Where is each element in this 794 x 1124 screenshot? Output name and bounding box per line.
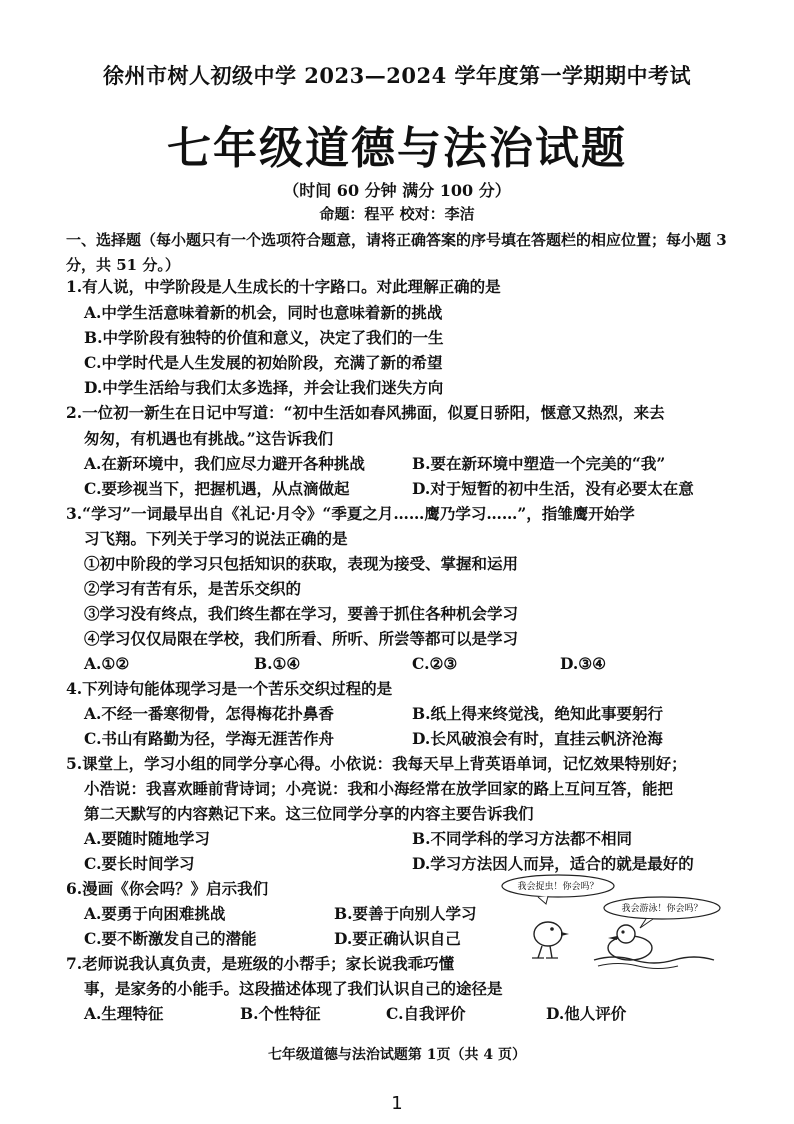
question-3-statement-4: ④学习仅仅局限在学校，我们所看、所听、所尝等都可以是学习 xyxy=(84,629,519,648)
question-7-option-a: A.生理特征 xyxy=(84,1004,164,1023)
duck-icon xyxy=(594,925,714,969)
question-5-stem-cont-1: 小浩说：我喜欢睡前背诗词；小亮说：我和小海经常在放学回家的路上互问互答，能把 xyxy=(84,779,674,798)
question-1-stem: 1.有人说，中学阶段是人生成长的十字路口。对此理解正确的是 xyxy=(66,277,501,296)
question-3-statement-2: ②学习有苦有乐，是苦乐交织的 xyxy=(84,579,302,598)
question-1-option-c: C.中学时代是人生发展的初始阶段，充满了新的希望 xyxy=(84,353,443,372)
question-2-option-c: C.要珍视当下，把握机遇，从点滴做起 xyxy=(84,479,350,498)
question-3-statement-1: ①初中阶段的学习只包括知识的获取，表现为接受、掌握和运用 xyxy=(84,554,519,573)
question-7-option-c: C.自我评价 xyxy=(386,1004,466,1023)
chick-icon xyxy=(532,922,569,958)
question-5-stem-cont-2: 第二天默写的内容熟记下来。这三位同学分享的内容主要告诉我们 xyxy=(84,804,534,823)
question-2-option-d: D.对于短暂的初中生活，没有必要太在意 xyxy=(412,479,694,498)
question-2-stem-cont: 匆匆，有机遇也有挑战。”这告诉我们 xyxy=(84,429,334,448)
question-6-option-b: B.要善于向别人学习 xyxy=(334,904,477,923)
question-3-statement-3: ③学习没有终点，我们终生都在学习，要善于抓住各种机会学习 xyxy=(84,604,519,623)
exam-time-score: （时间 60 分钟 满分 100 分） xyxy=(283,181,511,200)
speech-bubble-left-text: 我会捉虫！你会吗？ xyxy=(517,882,599,892)
question-5-stem: 5.课堂上，学习小组的同学分享心得。小依说：我每天早上背英语单词，记忆效果特别好； xyxy=(66,754,687,773)
question-3-stem: 3.“学习”一词最早出自《礼记·月令》“季夏之月……鹰乃学习……”，指雏鹰开始学 xyxy=(66,504,635,523)
page-footer: 七年级道德与法治试题第 1页（共 4 页） xyxy=(267,1047,527,1063)
question-7-stem: 7.老师说我认真负责，是班级的小帮手；家长说我乖巧懂 xyxy=(66,954,455,973)
question-3-option-c: C.②③ xyxy=(412,654,458,673)
question-4-stem: 4.下列诗句能体现学习是一个苦乐交织过程的是 xyxy=(66,679,393,698)
school-title: 徐州市树人初级中学 2023—2024 学年度第一学期期中考试 xyxy=(102,63,691,88)
question-3-option-b: B.①④ xyxy=(254,654,301,673)
question-4-option-d: D.长风破浪会有时，直挂云帆济沧海 xyxy=(412,729,663,748)
question-6-option-c: C.要不断激发自己的潜能 xyxy=(84,929,257,948)
question-6-option-d: D.要正确认识自己 xyxy=(334,929,461,948)
question-4-option-b: B.纸上得来终觉浅，绝知此事要躬行 xyxy=(412,704,663,723)
page-number: 1 xyxy=(391,1093,403,1114)
question-2-option-b: B.要在新环境中塑造一个完美的“我” xyxy=(412,454,666,473)
question-3-stem-cont: 习飞翔。下列关于学习的说法正确的是 xyxy=(84,529,348,548)
question-5-option-b: B.不同学科的学习方法都不相同 xyxy=(412,829,632,848)
exam-credits: 命题：程平 校对：李洁 xyxy=(319,205,475,223)
question-5-option-a: A.要随时随地学习 xyxy=(84,829,210,848)
question-5-option-c: C.要长时间学习 xyxy=(84,854,195,873)
page-title: 七年级道德与法治试题 xyxy=(167,123,627,174)
question-2-option-a: A.在新环境中，我们应尽力避开各种挑战 xyxy=(84,454,365,473)
question-7-stem-cont: 事，是家务的小能手。这段描述体现了我们认识自己的途径是 xyxy=(84,979,503,998)
question-6-option-a: A.要勇于向困难挑战 xyxy=(84,904,226,923)
question-1-option-b: B.中学阶段有独特的价值和意义，决定了我们的一生 xyxy=(84,328,444,347)
question-3-option-a: A.①② xyxy=(84,654,130,673)
question-1-option-d: D.中学生活给与我们太多选择，并会让我们迷失方向 xyxy=(84,378,444,397)
section-heading: 一、选择题（每小题只有一个选项符合题意，请将正确答案的序号填在答题栏的相应位置；每小题 3 分，共 51 分。） xyxy=(66,231,727,274)
question-4-option-a: A.不经一番寒彻骨，怎得梅花扑鼻香 xyxy=(84,704,334,723)
question-7-option-d: D.他人评价 xyxy=(546,1004,627,1023)
question-7-option-b: B.个性特征 xyxy=(240,1004,321,1023)
question-6-stem: 6.漫画《你会吗？》启示我们 xyxy=(66,879,269,898)
question-3-option-d: D.③④ xyxy=(560,654,607,673)
speech-bubble-right-text: 我会游泳！你会吗？ xyxy=(621,904,703,914)
cartoon-illustration xyxy=(498,874,738,974)
question-4-option-c: C.书山有路勤为径，学海无涯苦作舟 xyxy=(84,729,334,748)
question-5-option-d: D.学习方法因人而异，适合的就是最好的 xyxy=(412,854,694,873)
question-1-option-a: A.中学生活意味着新的机会，同时也意味着新的挑战 xyxy=(84,303,443,322)
question-2-stem: 2.一位初一新生在日记中写道：“初中生活如春风拂面，似夏日骄阳，惬意又热烈，来去 xyxy=(66,403,665,422)
